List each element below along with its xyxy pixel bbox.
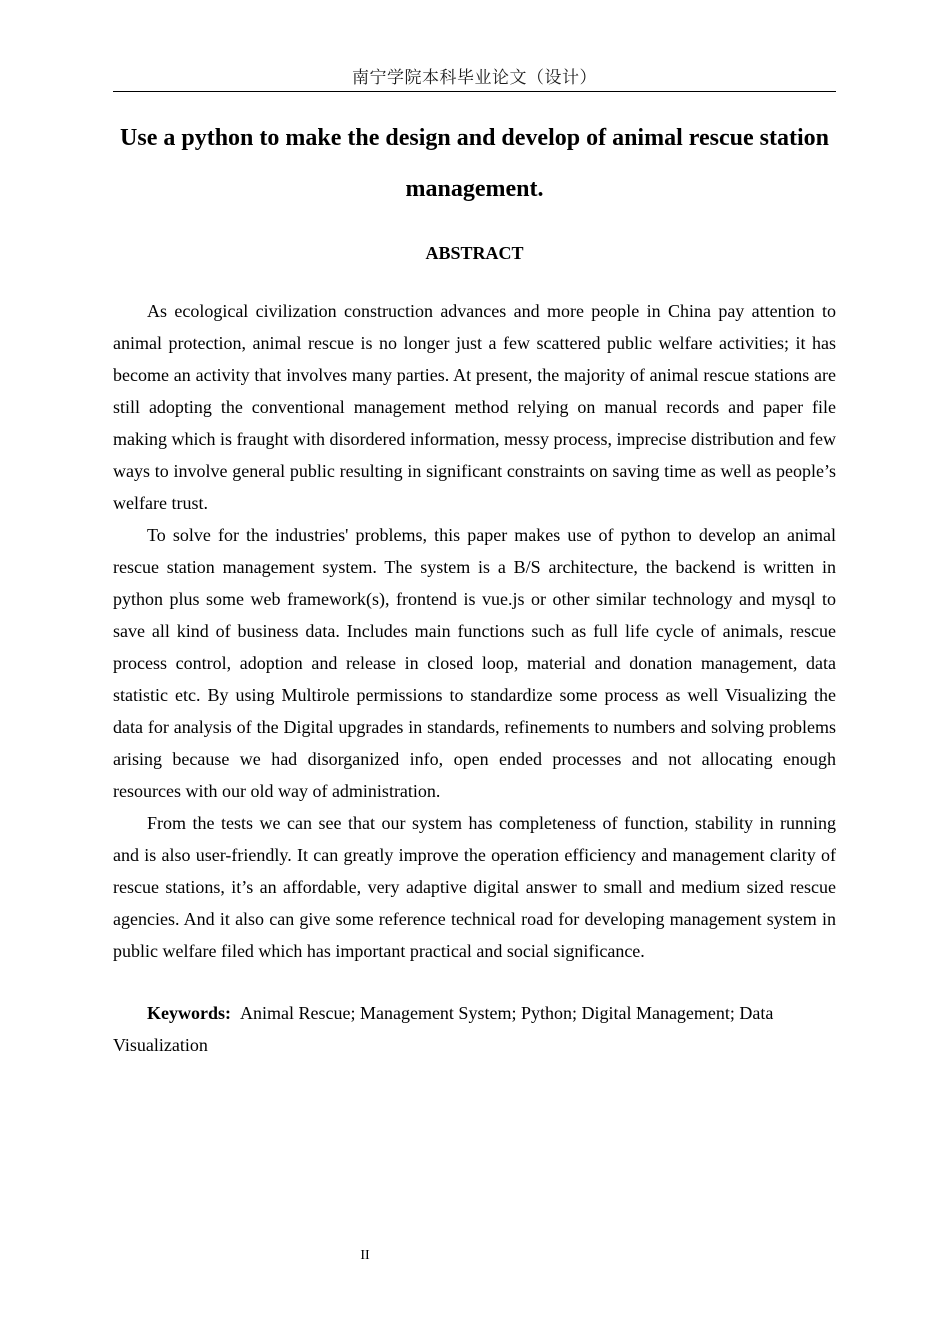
paper-title: Use a python to make the design and develop of animal rescue station management. xyxy=(120,125,829,202)
abstract-body xyxy=(113,295,836,967)
header-rule xyxy=(113,91,836,92)
abstract-paragraph: From the tests we can see that our system has completeness of function, stability in running and is also user-friendly. It can greatly improve the operation efficiency and management clarity of rescue stations, it’s an affordable, very adaptive digital answer to small and medium sized rescue agencies. And it also can give some reference technical road for developing management system in public welfare filed which has important practical and social significance. xyxy=(113,813,836,961)
abstract-paragraph: To solve for the industries' problems, this paper makes use of python to develop an animal rescue station management system. The system is a B/S architecture, the backend is written in python plus some web framework(s), frontend is vue.js or other similar technology and mysql to save all kind of business data. Includes main functions such as full life cycle of animals, rescue process control, adoption and release in closed loop, material and donation management, data statistic etc. By using Multirole permissions to standardize some process as well Visualizing the data for analysis of the Digital upgrades in standards, refinements to numbers and solving problems arising because we had disorganized info, open ended processes and not allocating enough resources with our old way of administration. xyxy=(113,525,836,801)
keywords-label: Keywords: xyxy=(147,1003,231,1023)
page-number: II xyxy=(360,1248,370,1263)
page-header: 南宁学院本科毕业论文（设计） xyxy=(352,68,597,88)
keywords xyxy=(113,997,836,1061)
keywords-text: Animal Rescue; Management System; Python; Digital Management; Data Visualization xyxy=(113,1003,774,1055)
abstract-heading: ABSTRACT xyxy=(425,243,524,263)
abstract-paragraph: As ecological civilization construction advances and more people in China pay attention to animal protection, animal rescue is no longer just a few scattered public welfare activities; it has become an activity that involves many parties. At present, the majority of animal rescue stations are still adopting the conventional management method relying on manual records and paper file making which is fraught with disordered information, messy process, imprecise distribution and few ways to involve general public resulting in significant constraints on saving time as well as people’s welfare trust. xyxy=(113,301,836,513)
